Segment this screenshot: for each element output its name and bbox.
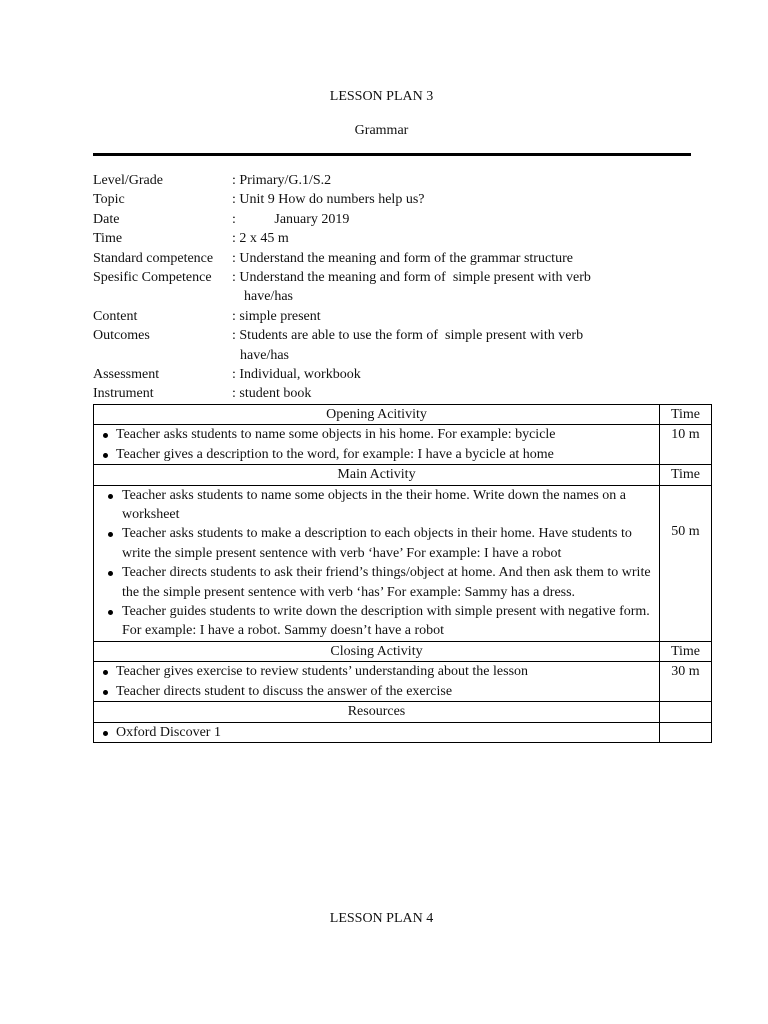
- info-row-date: [93, 210, 693, 229]
- resources-body-row: [94, 722, 712, 742]
- info-label: Content: [93, 308, 138, 324]
- opening-body-row: [94, 425, 712, 465]
- info-value: : Students are able to use the form of simple present with verb: [232, 328, 584, 344]
- list-item: Oxford Discover 1: [98, 723, 655, 742]
- info-label: Standard competence: [93, 250, 214, 266]
- info-row-level: [93, 171, 693, 190]
- opening-header-row: [94, 405, 712, 425]
- info-value: : January 2019: [232, 211, 350, 227]
- info-row-specific-competence: [93, 268, 693, 307]
- info-value: : Understand the meaning and form of simple present with verb: [232, 270, 591, 286]
- info-label: Time: [93, 231, 123, 247]
- time-header: Time: [660, 405, 712, 425]
- time-header: Time: [660, 641, 712, 661]
- main-list: [98, 486, 655, 641]
- info-row-standard-competence: [93, 249, 693, 268]
- list-item: Teacher asks students to make a description to each objects in their home. Have students to write the simple present sentence with verb ‘have’ For example: I have a robot: [98, 524, 655, 563]
- list-item: Teacher directs student to discuss the answer of the exercise: [98, 682, 655, 701]
- info-label: Spesific Competence: [93, 270, 212, 286]
- empty-cell: [660, 702, 712, 722]
- resources-list: [98, 723, 655, 742]
- info-value: : Primary/G.1/S.2: [232, 173, 332, 188]
- empty-cell: [660, 722, 712, 742]
- info-label: Instrument: [93, 386, 154, 402]
- time-header: Time: [660, 465, 712, 485]
- info-row-outcomes: [93, 326, 693, 365]
- resources-header-row: [94, 702, 712, 722]
- section-heading: Main Activity: [94, 465, 660, 485]
- info-label: Assessment: [93, 367, 160, 383]
- section-heading: Closing Activity: [94, 641, 660, 661]
- section-heading: Opening Acitivity: [94, 405, 660, 425]
- info-label: Level/Grade: [93, 173, 163, 188]
- info-value: : Understand the meaning and form of the grammar structure: [232, 250, 573, 266]
- list-item: Teacher gives a description to the word, for example: I have a bycicle at home: [98, 445, 655, 464]
- lesson-info-block: [93, 171, 693, 404]
- time-value: 30 m: [660, 662, 712, 702]
- closing-body-row: [94, 662, 712, 702]
- info-value: : student book: [232, 386, 312, 402]
- closing-header-row: [94, 641, 712, 661]
- info-row-topic: [93, 190, 693, 209]
- time-value: 50 m: [660, 485, 712, 641]
- section-heading: Resources: [94, 702, 660, 722]
- lesson-plan-subtitle: Grammar: [354, 123, 409, 138]
- horizontal-rule: [93, 153, 691, 156]
- closing-list: [98, 662, 655, 701]
- info-value: : Unit 9 How do numbers help us?: [232, 192, 425, 208]
- list-item: Teacher asks students to name some objects in his home. For example: bycicle: [98, 425, 655, 444]
- info-value-continued: have/has: [244, 289, 293, 305]
- info-row-time: [93, 229, 693, 248]
- info-row-content: [93, 307, 693, 326]
- next-lesson-plan-title: LESSON PLAN 4: [329, 911, 434, 926]
- info-value: : Individual, workbook: [232, 367, 361, 383]
- activity-table: [93, 404, 712, 743]
- info-value-continued: have/has: [240, 347, 289, 363]
- info-row-instrument: [93, 384, 693, 403]
- info-label: Topic: [93, 192, 125, 208]
- main-header-row: [94, 465, 712, 485]
- info-value: : 2 x 45 m: [232, 231, 289, 247]
- list-item: Teacher guides students to write down the description with simple present with negative form. For example: I have a robot. Sammy doesn’t have a robot: [98, 602, 655, 641]
- list-item: Teacher gives exercise to review students’ understanding about the lesson: [98, 662, 655, 681]
- main-body-row: [94, 485, 712, 641]
- info-value: : simple present: [232, 308, 321, 324]
- info-label: Date: [93, 211, 120, 227]
- info-label: Outcomes: [93, 328, 150, 344]
- time-value: 10 m: [660, 425, 712, 465]
- list-item: Teacher directs students to ask their friend’s things/object at home. And then ask them to write the the simple present sentence with verb ‘has’ For example: Sammy has a dress.: [98, 563, 655, 602]
- opening-list: [98, 425, 655, 464]
- list-item: Teacher asks students to name some objects in the their home. Write down the names on a worksheet: [98, 486, 655, 525]
- lesson-plan-title: LESSON PLAN 3: [329, 89, 434, 104]
- info-row-assessment: [93, 365, 693, 384]
